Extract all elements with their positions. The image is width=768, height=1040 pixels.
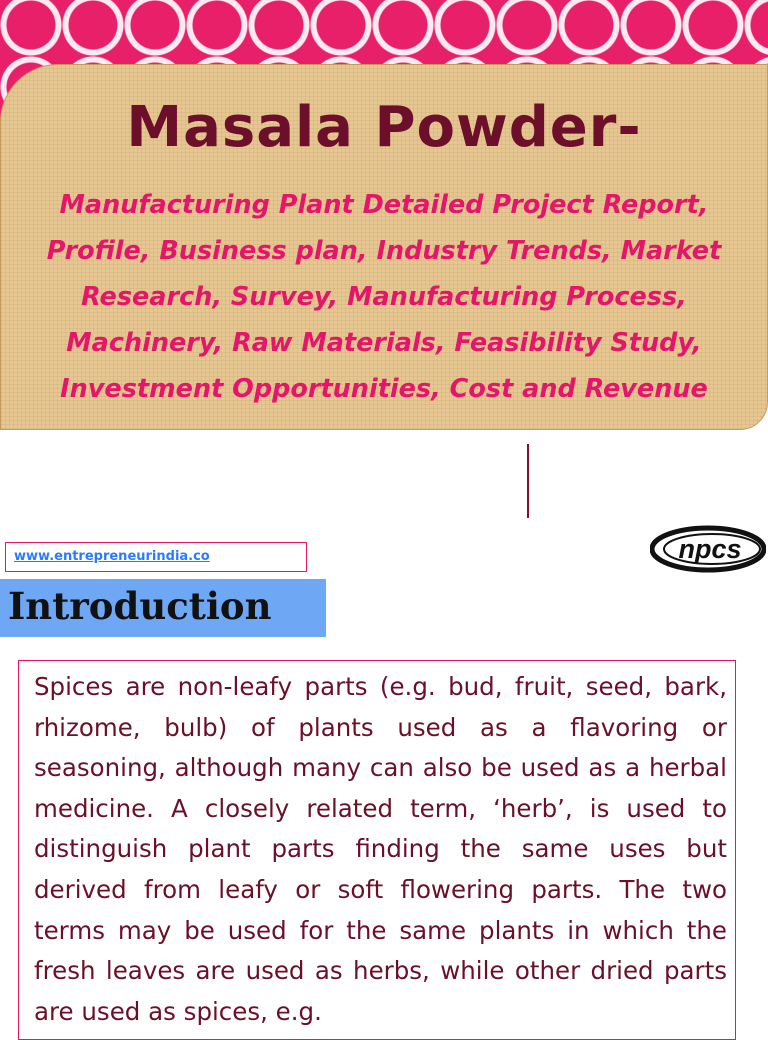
website-link[interactable]: www.entrepreneurindia.co (14, 549, 210, 564)
logo-text: npcs (678, 534, 742, 564)
body-paragraph: Spices are non-leafy parts (e.g. bud, fruit, seed, bark, rhizome, bulb) of plants used as a flavoring or seasoning, although many can also be used as a herbal medicine. A closely related term, ‘herb’, is used to distinguish plant parts finding the same uses but derived from leafy or soft flowering parts. The two terms may be used for the same plants in which the fresh leaves are used as herbs, while other dried parts are used as spices, e.g. (34, 672, 727, 1026)
vertical-divider (527, 444, 529, 518)
page-subtitle: Manufacturing Plant Detailed Project Report, Profile, Business plan, Industry Trends, Market Research, Survey, Manufacturing Process, Machinery, Raw Materials, Feasibility Study, Investment Opportunities, Cost and Revenue (46, 190, 722, 404)
npcs-logo (650, 524, 766, 574)
website-box (5, 542, 307, 572)
page-title: Masala Powder- (126, 95, 642, 160)
section-heading: Introduction (8, 584, 272, 628)
